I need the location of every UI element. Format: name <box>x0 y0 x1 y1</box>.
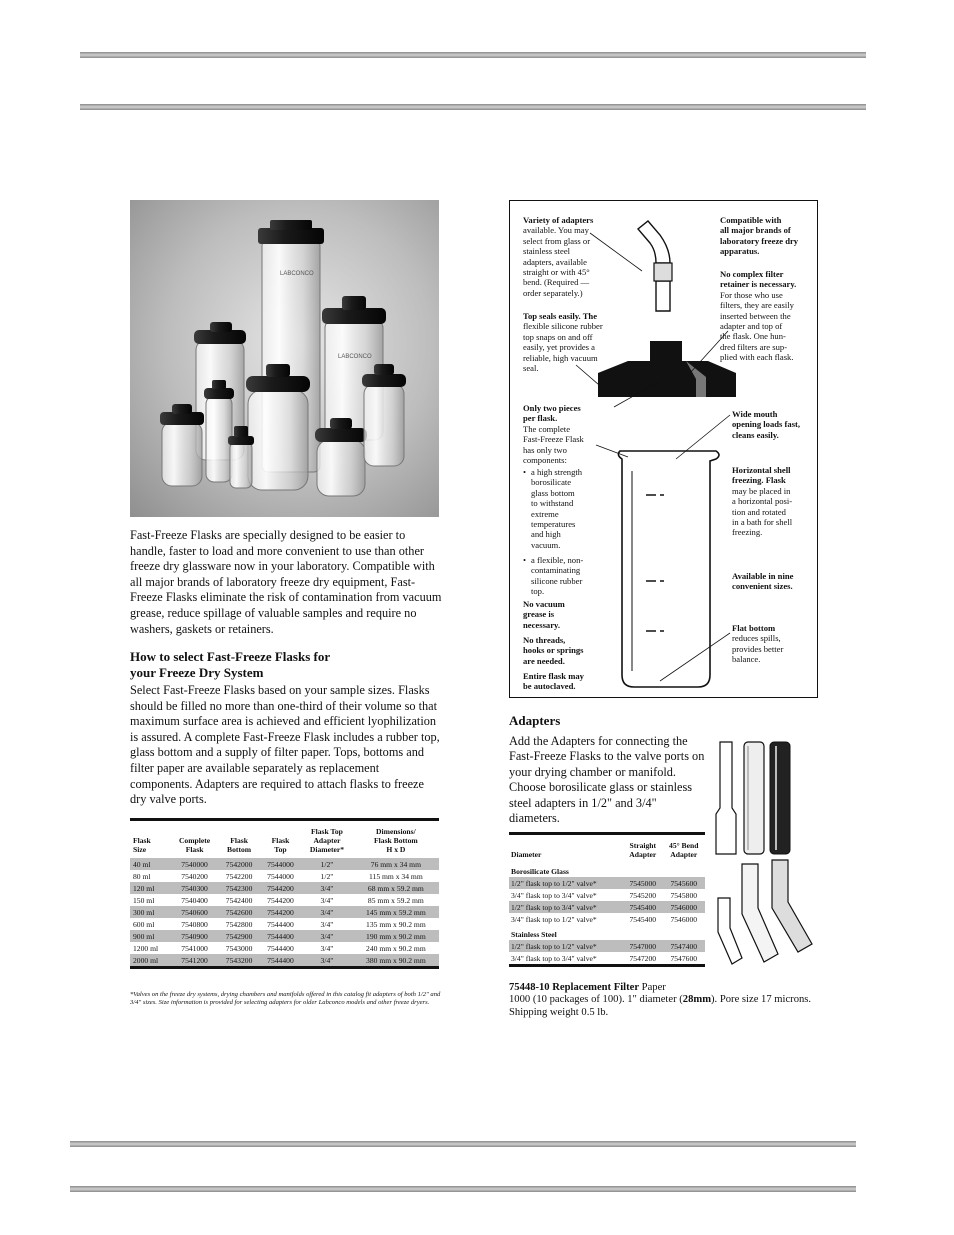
table-cell: 7540600 <box>171 906 219 918</box>
table-cell: 240 mm x 90.2 mm <box>366 943 426 953</box>
top-seals-line: top snaps on and off <box>523 331 593 342</box>
horizontal-line: a horizontal posi- <box>732 496 793 507</box>
variety-line: order separately.) <box>523 287 583 298</box>
two-pieces-line: per flask. <box>523 413 558 424</box>
table-cell: 3/4" <box>320 943 334 953</box>
adapter-col-header: 45° Bend Adapter <box>669 841 699 859</box>
bottom-rule-2 <box>70 1186 856 1192</box>
horizontal-line: Horizontal shell <box>732 465 791 475</box>
no-filter-line: dred filters are sup- <box>720 341 788 352</box>
table-cell: 7542400 <box>225 895 253 905</box>
top-seals-line: seal. <box>523 363 539 374</box>
table-cell: 120 ml <box>130 882 171 894</box>
select-section <box>130 649 442 808</box>
table-cell: 7542900 <box>218 930 259 942</box>
no-threads-line: hooks or springs <box>523 645 584 656</box>
flask-footnote: *Valves on the freeze dry systems, drying chambers and manifolds offered in this catalog fit adapters of both 1/2" and 3/4" sizes. Size information is provided for selecting adapters for older Labconco models and other freeze dryers. <box>130 991 441 1007</box>
table-cell: 3/4" <box>320 895 334 905</box>
nine-sizes-line: convenient sizes. <box>732 581 793 592</box>
table-row <box>130 918 439 930</box>
flat-bottom-line: reduces spills, <box>732 633 781 644</box>
table-row <box>130 870 439 882</box>
label-no-grease <box>523 599 613 630</box>
label-no-threads <box>523 635 613 666</box>
adapter-col-header: Diameter <box>511 850 542 859</box>
table-cell: 7544400 <box>267 919 294 929</box>
top-seals-line: flexible silicone rubber <box>523 321 603 332</box>
compatible-line: all major brands of <box>720 225 791 236</box>
label-wide-mouth <box>732 409 817 440</box>
adapter-section-row <box>509 925 705 940</box>
no-grease-line: No vacuum <box>523 599 565 609</box>
label-variety <box>523 215 613 298</box>
table-cell: 1/2" flask top to 1/2" valve* <box>509 940 623 952</box>
table-cell: 190 mm x 90.2 mm <box>353 930 439 942</box>
table-cell: 7547000 <box>623 940 662 952</box>
wide-mouth-line: Wide mouth <box>732 409 778 419</box>
table-row <box>130 858 439 870</box>
label-no-filter <box>720 269 815 363</box>
label-nine-sizes <box>732 571 817 592</box>
adapters-heading: Adapters <box>509 713 561 728</box>
bullet1-line: vacuum. <box>531 539 561 550</box>
bullet2-line: a flexible, non- <box>531 555 584 565</box>
table-cell: 3/4" <box>301 954 353 968</box>
filter-title-bold: 75448-10 Replacement Filter <box>509 982 640 993</box>
table-cell: 3/4" <box>301 930 353 942</box>
table-cell: 7545200 <box>629 890 657 900</box>
table-cell: 3/4" flask top to 1/2" valve* <box>511 914 597 924</box>
wide-mouth-line: opening loads fast, <box>732 419 801 430</box>
table-cell: 7540400 <box>181 895 208 905</box>
label-two-pieces <box>523 403 613 465</box>
glass-bottom <box>618 451 719 687</box>
straight-adapter-glass-2 <box>744 742 764 854</box>
flat-bottom-line: Flat bottom <box>732 623 776 633</box>
two-pieces-line: has only two <box>523 444 567 455</box>
filter-line1-a: 1000 (10 packages of 100). 1" diameter ( <box>509 994 683 1006</box>
table-cell: 1200 ml <box>133 943 159 953</box>
top-seals-line: reliable, high vacuum <box>523 352 598 363</box>
table-row <box>509 889 705 901</box>
bullet1-line: extreme <box>531 508 559 519</box>
flasks-illustration <box>130 200 439 517</box>
compatible-line: Compatible with <box>720 215 782 225</box>
table-cell: 7547600 <box>670 953 698 963</box>
select-heading <box>130 649 442 680</box>
label-horizontal <box>732 465 817 538</box>
label-top-seals <box>523 311 628 373</box>
table-cell: 80 ml <box>133 871 151 881</box>
adapter-tube-lower <box>656 281 670 311</box>
filter-line1 <box>509 994 839 1006</box>
flask-col-header: Dimensions/ Flask Bottom H x D <box>374 827 418 854</box>
flask-diagram <box>509 200 818 698</box>
bullet1-line: to withstand <box>531 498 574 509</box>
horizontal-line: freezing. Flask <box>732 475 786 486</box>
no-grease-line: necessary. <box>523 619 560 630</box>
table-cell: 7544200 <box>267 895 294 905</box>
table-cell: 900 ml <box>130 930 171 942</box>
bullet2-line: contaminating <box>531 565 581 576</box>
autoclave-line: be autoclaved. <box>523 681 576 692</box>
table-cell: 1/2" <box>301 858 353 870</box>
no-threads-line: are needed. <box>523 655 565 666</box>
table-cell: 7540900 <box>171 930 219 942</box>
table-cell: 150 ml <box>133 895 155 905</box>
wide-mouth-line: cleans easily. <box>732 429 779 440</box>
adapter-table <box>509 832 705 967</box>
select-paragraph: Select Fast-Freeze Flasks based on your sample sizes. Flasks should be filled no more than one-third of their volume so that maximum surface area is achieved and efficient lyophilization is assured. A complete Fast-Freeze Flask includes a rubber top, glass bottom and a supply of filter paper. Tops, bottoms and filter paper are available separately as replacement components. Adapters are required to attach flasks to freeze dry valve ports. <box>130 683 440 807</box>
horizontal-line: may be placed in <box>732 485 791 496</box>
table-row <box>130 882 439 894</box>
intro-text: Fast-Freeze Flasks are specially designed to be easier to handle, faster to load and more convenient to use than other freeze dry glassware now in your laboratory. Compatible with all major brands of laboratory freeze dry equipment, Fast-Freeze Flasks eliminate the risk of contamination from vacuum grease, reduce spillage of valuable samples and require no washers, gaskets or retainers. <box>130 528 442 636</box>
top-seals-line: Top seals easily. The <box>523 311 598 321</box>
two-pieces-line: components: <box>523 455 567 466</box>
table-cell: 7544000 <box>267 871 294 881</box>
intro-paragraph <box>130 528 442 637</box>
table-cell: 7542600 <box>218 906 259 918</box>
flat-bottom-line: provides better <box>732 643 784 654</box>
table-cell: 7544200 <box>260 906 301 918</box>
no-filter-line: inserted between the <box>720 310 791 321</box>
table-row <box>130 894 439 906</box>
no-filter-line: adapter and top of <box>720 321 783 332</box>
table-cell: 40 ml <box>130 858 171 870</box>
label-compatible <box>720 215 815 257</box>
table-cell: 7545600 <box>662 877 705 889</box>
table-cell: 145 mm x 59.2 mm <box>353 906 439 918</box>
table-row <box>130 930 439 942</box>
no-filter-line: For those who use <box>720 289 783 300</box>
table-cell: 7540300 <box>171 882 219 894</box>
variety-line: stainless steel <box>523 246 571 257</box>
horizontal-line: tion and rotated <box>732 506 786 517</box>
table-row <box>509 877 705 889</box>
product-photo <box>130 200 439 517</box>
no-grease-line: grease is <box>523 609 555 620</box>
variety-line: available. You may <box>523 225 589 236</box>
flask-col-header: Flask Top Adapter Diameter* <box>309 827 345 854</box>
two-pieces-line: Fast-Freeze Flask <box>523 434 584 445</box>
variety-line: select from glass or <box>523 235 591 246</box>
table-cell: 7540200 <box>181 871 208 881</box>
no-filter-line: retainer is necessary. <box>720 279 797 290</box>
select-heading-line2: your Freeze Dry System <box>130 664 264 680</box>
flask-table <box>130 818 439 969</box>
straight-adapter-steel <box>770 742 790 854</box>
table-cell: 300 ml <box>130 906 171 918</box>
table-cell: 3/4" <box>320 919 334 929</box>
table-cell: 2000 ml <box>130 954 171 968</box>
table-cell: 7543200 <box>218 954 259 968</box>
table-cell: 7544400 <box>260 930 301 942</box>
filter-title <box>509 982 839 994</box>
bullet1-line: temperatures <box>531 519 576 530</box>
table-cell: 7546000 <box>670 914 698 924</box>
bottom-rule-1 <box>70 1141 856 1147</box>
table-cell: 7540000 <box>171 858 219 870</box>
bullet1-line: and high <box>531 529 561 540</box>
table-cell: 7540800 <box>181 919 208 929</box>
variety-line: bend. (Required — <box>523 277 590 288</box>
filter-line2: Shipping weight 0.5 lb. <box>509 1006 609 1018</box>
table-cell: 380 mm x 90.2 mm <box>353 954 439 968</box>
table-cell: 7542200 <box>225 871 253 881</box>
compatible-line: apparatus. <box>720 246 760 257</box>
table-cell: 7544400 <box>267 943 294 953</box>
table-row <box>509 901 705 913</box>
table-cell: 1/2" <box>320 871 334 881</box>
adapters-section <box>509 713 709 827</box>
nine-sizes-line: Available in nine <box>732 571 794 581</box>
filter-section <box>509 982 839 1019</box>
adapter-collar <box>654 263 672 281</box>
adapters-illustration <box>712 738 822 978</box>
flask-col-header: Complete Flask <box>178 836 211 854</box>
table-cell: 7545400 <box>629 914 657 924</box>
flat-bottom-line: balance. <box>732 654 761 665</box>
horizontal-line: in a bath for shell <box>732 517 793 528</box>
no-filter-line: the flask. One hun- <box>720 331 786 342</box>
bullet2-line: top. <box>531 586 545 597</box>
table-row <box>509 913 705 925</box>
adapter-section-label: Stainless Steel <box>511 929 557 939</box>
table-cell: 85 mm x 59.2 mm <box>367 895 424 905</box>
bullet1-line: borosilicate <box>531 477 572 488</box>
table-cell: 7544000 <box>260 858 301 870</box>
table-cell: 7545800 <box>670 890 698 900</box>
flask-col-header: Flask Bottom <box>227 836 252 854</box>
table-cell: 3/4" flask top to 3/4" valve* <box>511 890 597 900</box>
filter-line1-b: 28mm <box>682 994 712 1006</box>
table-cell: 135 mm x 90.2 mm <box>366 919 426 929</box>
two-pieces-line: Only two pieces <box>523 403 581 413</box>
horizontal-line: freezing. <box>732 527 763 538</box>
table-row <box>509 952 705 966</box>
variety-line: Variety of adapters <box>523 215 594 225</box>
tall-flask-brand: LABCONCO <box>280 271 314 277</box>
table-cell: 76 mm x 34 mm <box>353 858 439 870</box>
table-cell: 7544200 <box>260 882 301 894</box>
no-threads-line: No threads, <box>523 635 566 645</box>
table-cell: 7543000 <box>225 943 253 953</box>
select-heading-line1: How to select Fast-Freeze Flasks for <box>130 649 331 664</box>
table-cell: 1/2" flask top to 3/4" valve* <box>509 901 623 913</box>
table-cell: 7547400 <box>662 940 705 952</box>
table-cell: 600 ml <box>133 919 155 929</box>
adapter-section-row <box>509 862 705 877</box>
table-cell: 7545400 <box>623 901 662 913</box>
bent-adapter-1 <box>718 898 742 964</box>
adapter-tube-bend <box>638 221 670 263</box>
table-cell: 7542800 <box>225 919 253 929</box>
flask-col-header: Flask Size <box>133 836 151 854</box>
top-rule-1 <box>80 52 866 58</box>
top-seals-line: easily, yet provides a <box>523 342 595 353</box>
no-filter-line: filters, they are easily <box>720 300 794 311</box>
table-cell: 7541000 <box>181 943 208 953</box>
filter-title-rest: Paper <box>639 982 666 993</box>
table-cell: 7541200 <box>171 954 219 968</box>
table-cell: 7546000 <box>662 901 705 913</box>
label-bullet-2: • a flexible, non- contaminating silicone rubber top. <box>523 555 613 597</box>
variety-line: straight or with 45° <box>523 267 590 278</box>
two-pieces-line: The complete <box>523 423 571 434</box>
table-row <box>130 954 439 968</box>
label-flat-bottom <box>732 623 817 665</box>
variety-line: adapters, available <box>523 256 587 267</box>
table-cell: 7542000 <box>218 858 259 870</box>
compatible-line: laboratory freeze dry <box>720 235 799 246</box>
no-filter-line: No complex filter <box>720 269 784 279</box>
adapter-section-label: Borosilicate Glass <box>511 866 569 876</box>
bullet1-line: a high strength <box>531 467 583 477</box>
adapters-paragraph: Add the Adapters for connecting the Fast-Freeze Flasks to the valve ports on your drying chamber or manifold. Choose borosilicate glass or stainless steel adapters in 1/2" and 3/4" diameters. <box>509 733 705 826</box>
label-autoclave <box>523 671 613 692</box>
table-cell: 1/2" flask top to 1/2" valve* <box>509 877 623 889</box>
table-cell: 7544400 <box>260 954 301 968</box>
table-cell: 68 mm x 59.2 mm <box>353 882 439 894</box>
adapter-col-header: Straight Adapter <box>629 841 657 859</box>
top-rule-2 <box>80 104 866 110</box>
table-cell: 7542300 <box>218 882 259 894</box>
flask-col-header: Flask Top <box>271 836 290 854</box>
filter-line1-c: ). Pore size 17 microns. <box>711 994 812 1006</box>
right-flask-brand: LABCONCO <box>338 354 372 360</box>
table-cell: 3/4" <box>301 906 353 918</box>
autoclave-line: Entire flask may <box>523 671 584 681</box>
bent-adapter-3 <box>772 860 812 952</box>
table-row <box>130 906 439 918</box>
flask-table-header <box>130 820 439 859</box>
table-cell: 3/4" <box>301 882 353 894</box>
adapter-table-header <box>509 834 705 863</box>
table-cell: 3/4" flask top to 3/4" valve* <box>511 953 597 963</box>
bullet1-line: glass bottom <box>531 487 575 498</box>
bullet2-line: silicone rubber <box>531 575 583 586</box>
straight-adapter-glass <box>716 742 736 854</box>
table-cell: 115 mm x 34 mm <box>369 871 423 881</box>
table-row <box>509 940 705 952</box>
table-row <box>130 942 439 954</box>
table-cell: 7547200 <box>629 953 657 963</box>
table-cell: 7545000 <box>623 877 662 889</box>
no-filter-line: plied with each flask. <box>720 352 794 363</box>
label-bullet-1: • a high strength borosilicate glass bottom to withstand extreme temperatures and high vacuum. <box>523 467 613 550</box>
